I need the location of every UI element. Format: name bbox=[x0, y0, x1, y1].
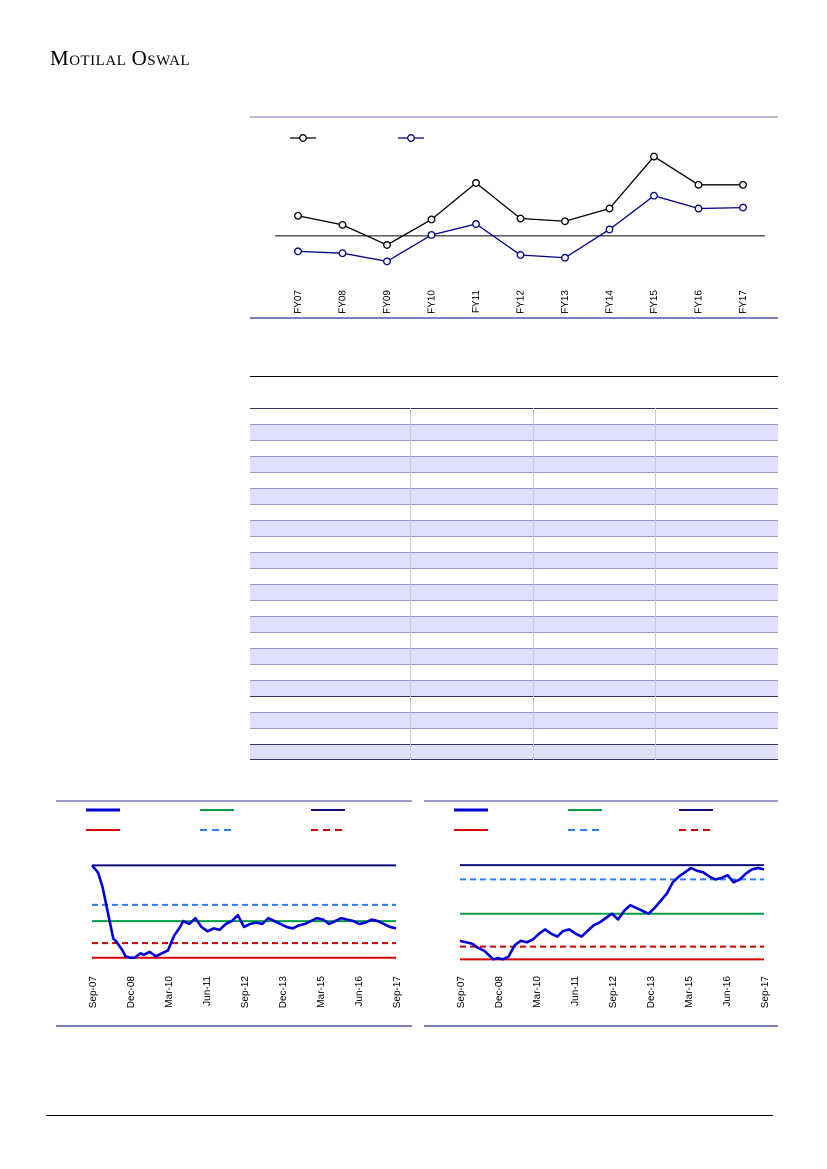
footer-rule bbox=[46, 1115, 773, 1116]
table-column-divider bbox=[533, 408, 534, 760]
table-row bbox=[250, 744, 778, 760]
chart1-point-1-10 bbox=[740, 204, 747, 211]
band-chart-tick-label: Dec-08 bbox=[494, 976, 505, 1009]
top-line-chart bbox=[250, 116, 778, 320]
chart1-point-1-1 bbox=[339, 250, 346, 257]
chart1-tick-label: FY17 bbox=[738, 290, 749, 314]
chart1-point-0-4 bbox=[473, 180, 480, 187]
table-row bbox=[250, 552, 778, 568]
chart1-point-0-0 bbox=[295, 212, 302, 219]
chart1-series-line-0 bbox=[298, 157, 743, 245]
table-row bbox=[250, 456, 778, 472]
chart1-tick-label: FY15 bbox=[649, 290, 660, 314]
table-row-rule bbox=[250, 456, 778, 457]
band-chart-tick-label: Sep-12 bbox=[240, 976, 251, 1009]
table-row-rule bbox=[250, 600, 778, 601]
logo-otilal: OTILAL bbox=[69, 53, 127, 69]
band-chart-tick-label: Mar-10 bbox=[532, 976, 543, 1008]
band-chart-tick-label: Jun-16 bbox=[354, 976, 365, 1007]
table-row-rule bbox=[250, 648, 778, 649]
chart1-tick-label: FY12 bbox=[515, 290, 527, 314]
band-chart-tick-label: Mar-10 bbox=[164, 976, 175, 1008]
chart1-legend-marker-1 bbox=[408, 135, 415, 142]
table-row bbox=[250, 584, 778, 600]
table-row-rule bbox=[250, 568, 778, 569]
table-row-rule bbox=[250, 552, 778, 553]
chart1-tick-label: FY07 bbox=[293, 290, 304, 314]
band-chart-tick-label: Dec-08 bbox=[126, 976, 137, 1009]
logo-letter-o: O bbox=[131, 46, 148, 70]
chart1-point-0-7 bbox=[606, 205, 613, 212]
table-column-divider bbox=[410, 408, 411, 760]
chart1-tick-label: FY09 bbox=[382, 290, 393, 314]
chart1-tick-label: FY10 bbox=[426, 290, 438, 314]
band-chart-tick-label: Sep-12 bbox=[608, 976, 619, 1009]
chart1-point-1-5 bbox=[517, 252, 524, 259]
chart1-point-0-1 bbox=[339, 222, 346, 229]
chart1-point-0-5 bbox=[517, 215, 524, 222]
table-row-rule bbox=[250, 488, 778, 489]
table-row-rule bbox=[250, 520, 778, 521]
band-chart-tick-label: Jun-11 bbox=[570, 976, 581, 1006]
band-chart-tick-label: Jun-11 bbox=[202, 976, 213, 1006]
chart1-point-1-9 bbox=[695, 205, 702, 212]
table-row-rule bbox=[250, 536, 778, 537]
table-row-rule bbox=[250, 680, 778, 681]
chart1-tick-label: FY08 bbox=[337, 290, 349, 314]
chart1-legend-marker-0 bbox=[300, 135, 307, 142]
company-logo bbox=[50, 46, 190, 71]
chart1-point-0-6 bbox=[562, 218, 569, 225]
table-top-rule bbox=[250, 376, 778, 377]
table-row-rule bbox=[250, 472, 778, 473]
table-row-rule bbox=[250, 728, 778, 729]
chart1-point-1-2 bbox=[384, 258, 391, 265]
bottom-left-band-chart bbox=[56, 800, 412, 1028]
band-chart-tick-label: Sep-17 bbox=[392, 976, 403, 1009]
chart1-tick-label: FY13 bbox=[560, 290, 571, 314]
band-chart-tick-label: Dec-13 bbox=[278, 976, 289, 1009]
band-chart-tick-label: Sep-17 bbox=[760, 976, 771, 1009]
data-table bbox=[250, 376, 778, 760]
chart1-point-0-9 bbox=[695, 181, 702, 188]
table-column-divider bbox=[655, 408, 656, 760]
chart1-tick-label: FY16 bbox=[693, 290, 705, 314]
band-chart-tick-label: Sep-07 bbox=[456, 976, 467, 1009]
table-row bbox=[250, 680, 778, 696]
band-chart-tick-label: Mar-15 bbox=[684, 976, 695, 1008]
chart1-tick-label: FY11 bbox=[471, 290, 482, 314]
table-row bbox=[250, 616, 778, 632]
table-row-rule bbox=[250, 616, 778, 617]
chart1-point-0-10 bbox=[740, 181, 747, 188]
band-chart-tick-label: Mar-15 bbox=[316, 976, 327, 1008]
chart1-point-0-3 bbox=[428, 216, 435, 223]
band-chart-tick-label: Sep-07 bbox=[88, 976, 99, 1009]
chart1-tick-label: FY14 bbox=[604, 290, 616, 314]
table-row-rule bbox=[250, 744, 778, 745]
chart1-point-1-0 bbox=[295, 248, 302, 255]
table-row-rule bbox=[250, 424, 778, 425]
logo-letter-m: M bbox=[50, 46, 70, 70]
table-row-rule bbox=[250, 440, 778, 441]
table-row bbox=[250, 648, 778, 664]
logo-swal: SWAL bbox=[147, 53, 191, 69]
chart1-point-1-7 bbox=[606, 226, 613, 233]
table-row-rule bbox=[250, 632, 778, 633]
chart1-point-1-6 bbox=[562, 254, 569, 261]
table-row bbox=[250, 488, 778, 504]
bottom-right-band-chart bbox=[424, 800, 778, 1028]
table-row-rule bbox=[250, 712, 778, 713]
table-row-rule bbox=[250, 664, 778, 665]
table-row-rule bbox=[250, 696, 778, 697]
table-row bbox=[250, 712, 778, 728]
chart1-point-0-8 bbox=[651, 153, 658, 160]
table-row-rule bbox=[250, 504, 778, 505]
chart1-point-1-4 bbox=[473, 221, 480, 228]
band-chart-tick-label: Dec-13 bbox=[646, 976, 657, 1009]
band-chart-tick-label: Jun-16 bbox=[722, 976, 733, 1007]
table-row bbox=[250, 520, 778, 536]
table-row-rule bbox=[250, 584, 778, 585]
table-bottom-rule bbox=[250, 759, 778, 760]
table-row-rule bbox=[250, 408, 778, 409]
table-row bbox=[250, 424, 778, 440]
chart1-point-1-3 bbox=[428, 232, 435, 239]
chart1-point-1-8 bbox=[651, 192, 658, 199]
chart1-point-0-2 bbox=[384, 242, 391, 249]
